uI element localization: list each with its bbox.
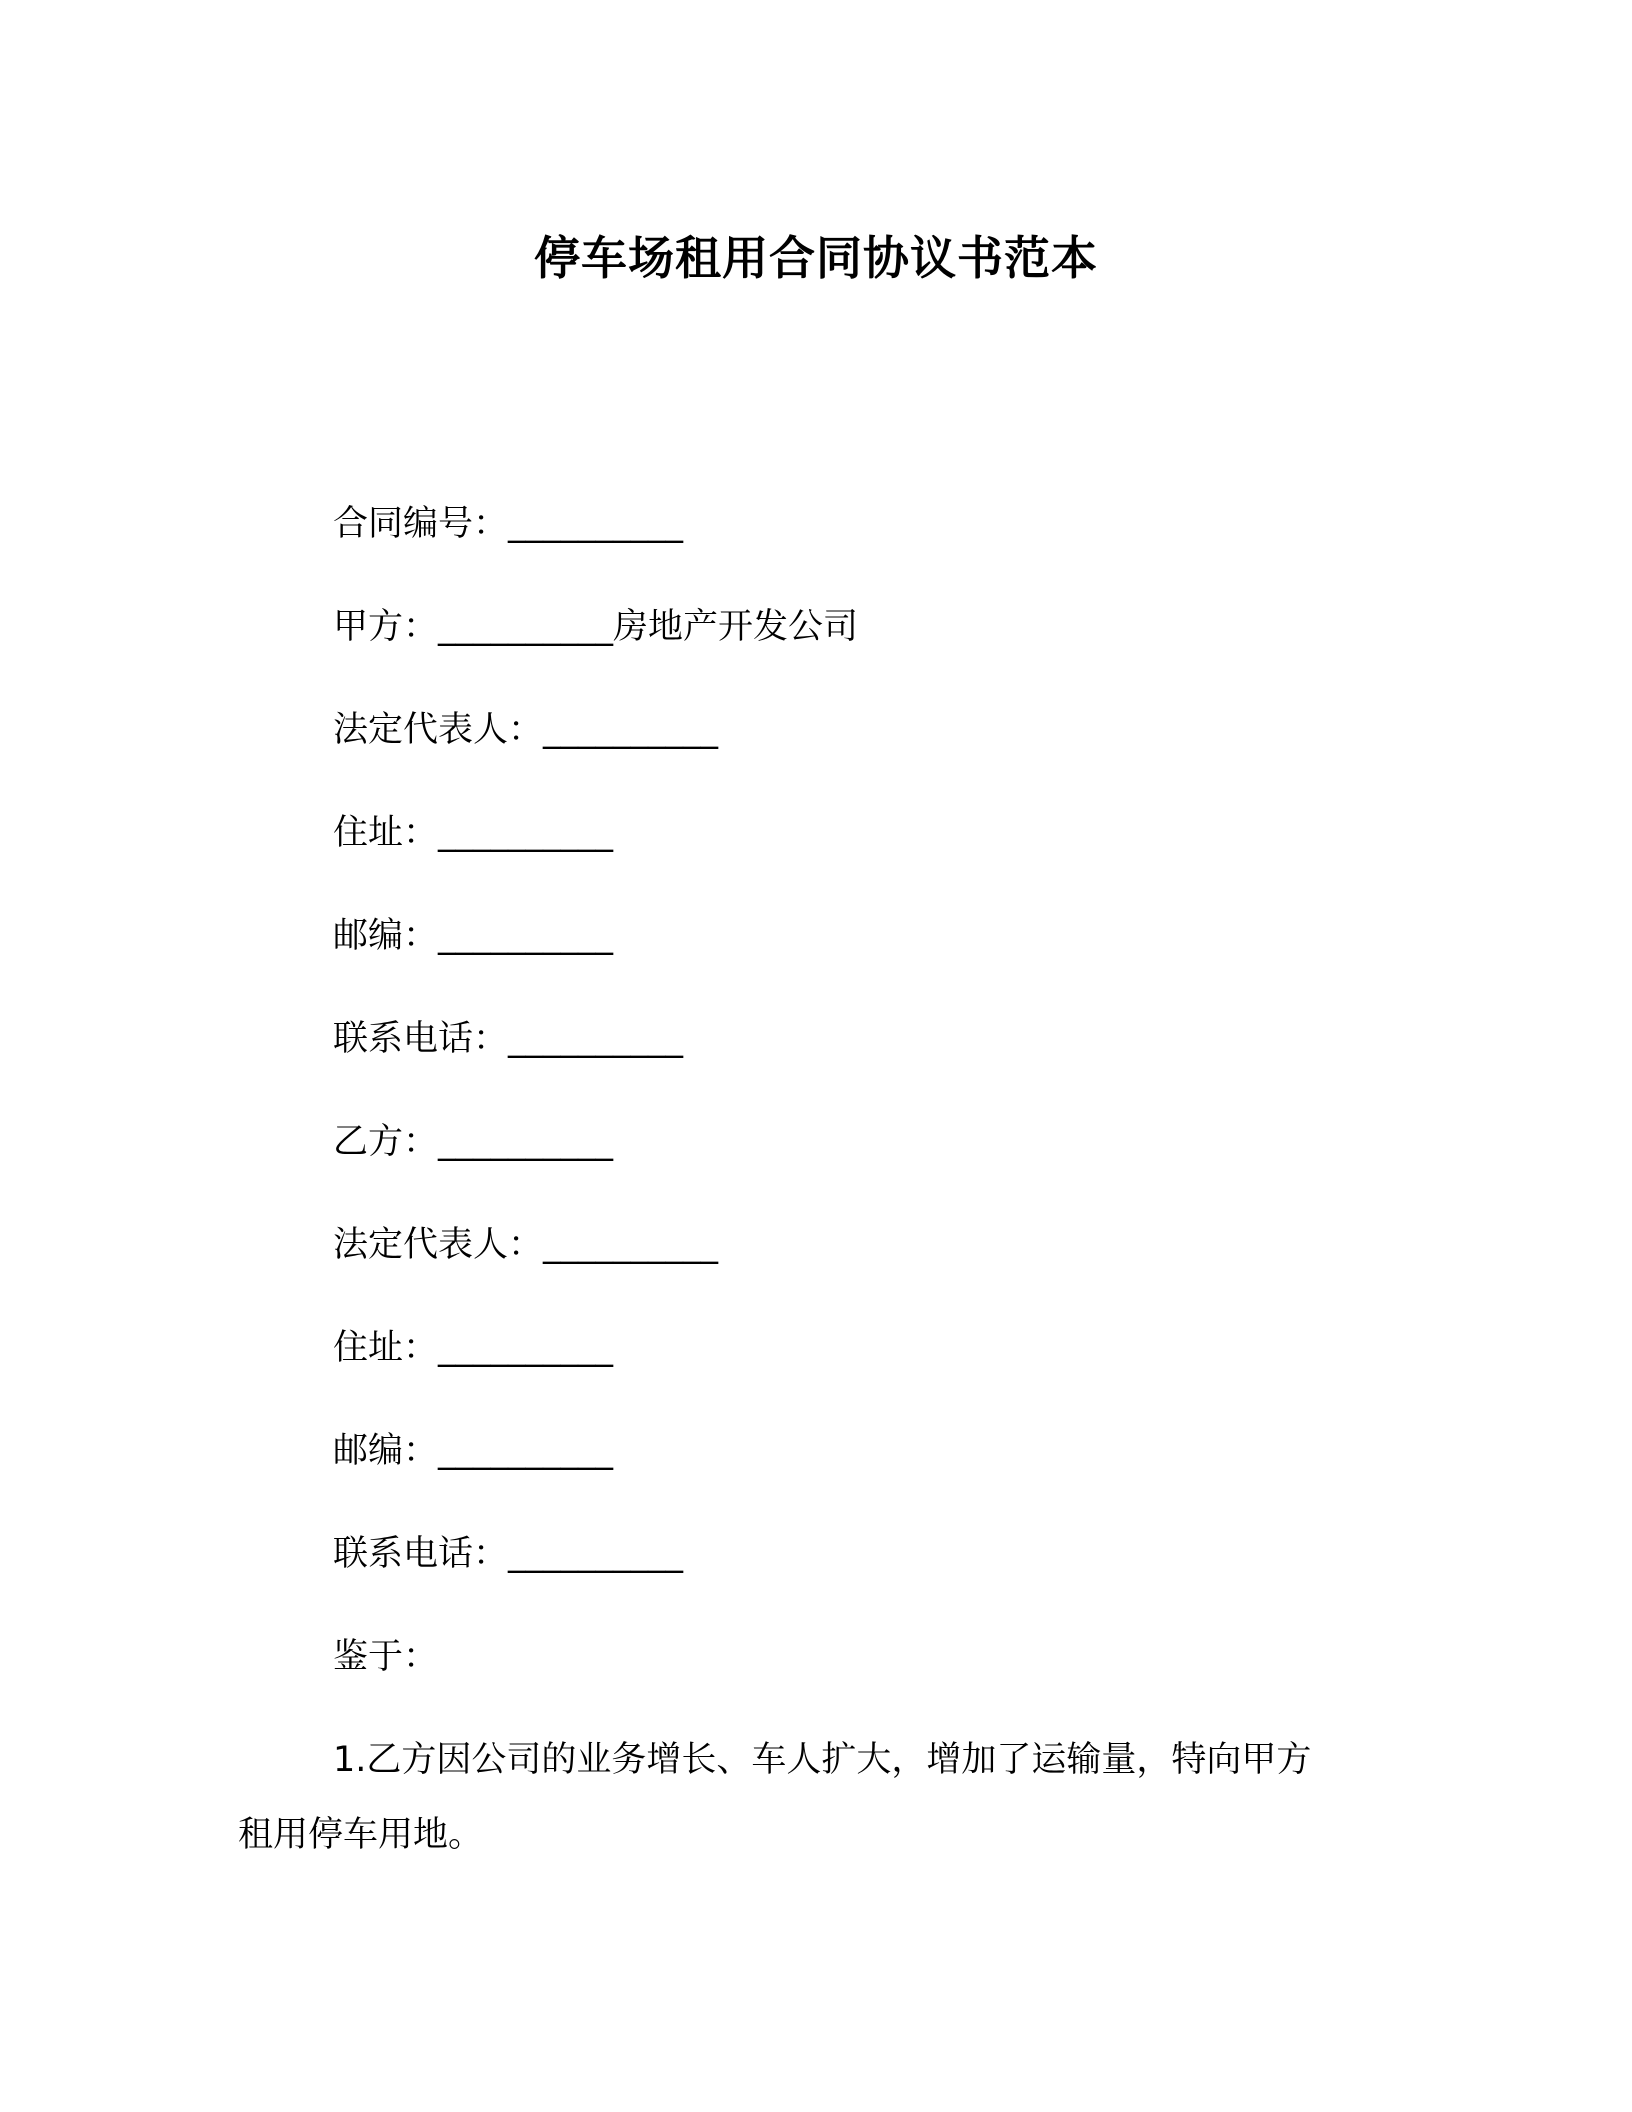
field-party-a-postcode [333,908,613,958]
document-title: 停车场租用合同协议书范本 [534,231,1098,285]
field-party-a [333,599,858,649]
field-label: 合同编号： [333,504,509,544]
field-value: __________ [543,1225,719,1265]
field-label: 邮编： [333,916,439,956]
field-value: __________ [438,916,614,956]
field-value: __________ [508,504,684,544]
field-label: 联系电话： [333,1019,509,1059]
field-value: __________ [438,813,614,853]
clause-1-line-2: 租用停车用地。 [238,1815,484,1855]
field-label: 邮编： [333,1431,439,1471]
field-label: 法定代表人： [333,1225,544,1265]
field-party-b-legal-rep [333,1217,718,1267]
field-value: __________房地产开发公司 [438,607,859,647]
field-party-b-phone [333,1526,683,1576]
field-value: __________ [508,1019,684,1059]
field-contract-number [333,496,683,546]
field-value: __________ [543,710,719,750]
field-label: 联系电话： [333,1534,509,1574]
whereas-label: 鉴于： [333,1637,439,1677]
field-label: 住址： [333,813,439,853]
field-value: __________ [438,1122,614,1162]
clause-1-line-1: 1.乙方因公司的业务增长、车人扩大，增加了运输量，特向甲方 [333,1740,1312,1780]
field-party-b [333,1114,613,1164]
field-label: 住址： [333,1328,439,1368]
field-value: __________ [438,1328,614,1368]
field-value: __________ [438,1431,614,1471]
field-label: 法定代表人： [333,710,544,750]
field-party-a-phone [333,1011,683,1061]
field-party-a-address [333,805,613,855]
field-party-b-address [333,1320,613,1370]
field-party-b-postcode [333,1423,613,1473]
field-label: 乙方： [333,1122,439,1162]
field-party-a-legal-rep [333,702,718,752]
field-label: 甲方： [333,607,439,647]
field-value: __________ [508,1534,684,1574]
